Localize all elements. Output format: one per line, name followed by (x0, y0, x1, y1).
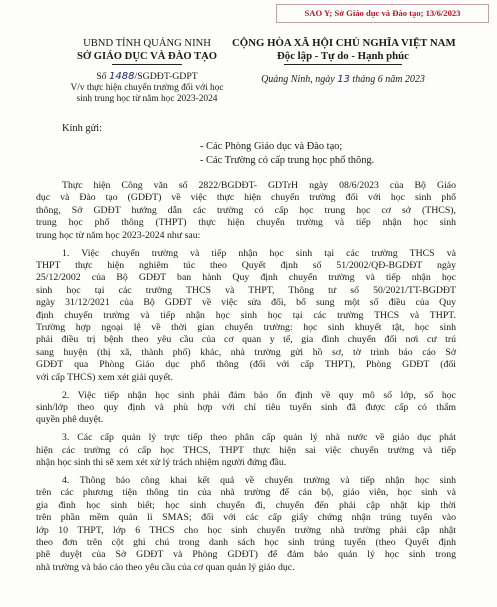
recipient-item: - Các Phòng Giáo dục và Đào tạo; (200, 141, 343, 152)
national-header (232, 37, 454, 86)
body-line: phải điều trị bệnh theo yêu cầu của cơ quan y tế, gia đình chuyển đổi nơi cư trú (36, 334, 456, 346)
date-suffix: tháng 6 năm 2023 (352, 74, 425, 85)
document-number (44, 71, 250, 83)
body-line: ngày 31/12/2021 của Bộ GDĐT về việc sửa đổi, bổ sung một số điều của Quy (36, 297, 456, 309)
body-line: 1. Việc chuyển trường và tiếp nhận học sinh tại các trường THCS và (62, 247, 456, 259)
recipient-list (200, 140, 374, 168)
body-line: GDĐT qua Phòng Giáo dục phổ thông (đối với cấp THPT), Phòng GDĐT (đối (36, 359, 456, 371)
salutation: Kính gửi: (62, 123, 102, 134)
body-line: trên các phương tiện thông tin của nhà trường để cán bộ, giáo viên, học sinh và (36, 487, 456, 499)
country-name: CỘNG HÒA XÃ HỘI CHỦ NGHĨA VIỆT NAM (232, 37, 456, 49)
issuer-block (44, 37, 250, 105)
body-paragraph (36, 475, 456, 574)
body-line: 3. Các cấp quản lý trực tiếp theo phân cấp quản lý nhà nước về giáo dục phát (62, 432, 456, 444)
document-body (36, 180, 456, 580)
body-line: phê duyệt của Sở GDĐT và Phòng GDĐT) để đảm bảo quản lý học sinh trong (36, 549, 456, 561)
body-line: sang huyện (thị xã, thành phố) khác, nhà trường gửi hồ sơ, tờ trình báo cáo Sở (36, 346, 456, 358)
body-line: sinh/lớp theo quy định và phù hợp với chỉ tiêu tuyển sinh đã được cấp có thẩm (36, 401, 456, 413)
body-line: nhận học sinh thì sẽ xem xét xử lý trách nhiệm người đứng đầu. (36, 457, 287, 469)
body-line: Trường hợp ngoại lệ về thời gian chuyển trường: học sinh khuyết tật, học sinh (36, 321, 456, 333)
body-line: trên phần mềm quản lí SMAS; đối với các cấp giấy chứng nhận trúng tuyển vào (36, 512, 456, 524)
date-prefix: Quảng Ninh, ngày (261, 74, 335, 85)
issuer-agency: UBND TỈNH QUẢNG NINH (83, 38, 211, 49)
document-number-prefix: Số (96, 71, 107, 82)
body-line: thông, Sở GDĐT hướng dẫn các trường có cấp học trung học cơ sở (THCS), (36, 204, 456, 216)
body-line: theo đơn trên cột ghi chú trong danh sách học sinh trúng tuyển (theo Quyết định (36, 536, 456, 548)
issuer-underline (112, 64, 182, 65)
document-number-suffix: /SGDĐT-GDPT (134, 71, 198, 82)
body-paragraph (36, 180, 456, 242)
body-line: THPT thực hiện nghiêm túc theo Quyết định số 51/2002/QĐ-BGDĐT ngày (36, 259, 456, 271)
recipient-item: - Các Trường có cấp trung học phổ thông. (200, 155, 375, 166)
body-line: Thực hiện Công văn số 2822/BGDĐT- GDTrH ngày 08/6/2023 của Bộ Giáo (62, 180, 456, 191)
body-line: nhà trường và báo cáo theo yêu cầu của cơ quan quản lý giáo dục. (36, 561, 295, 573)
document-number-handwritten: 1488 (109, 71, 135, 82)
subject-line-1: V/v thực hiện chuyển trường đối với học (70, 83, 224, 93)
subject-line-2: sinh trung học từ năm học 2023-2024 (76, 94, 218, 104)
body-line: quyền phê duyệt. (36, 414, 104, 426)
body-line: 2. Việc tiếp nhận học sinh phải đảm bảo ổn định về quy mô số lớp, số học (62, 389, 456, 401)
body-line: với cấp THCS) xem xét giải quyết. (36, 371, 173, 383)
body-line: sinh học tại các trường THCS và THPT, Thông tư số 50/2021/TT-BGDĐT (36, 284, 456, 296)
motto-underline (284, 64, 402, 65)
body-paragraph (36, 432, 456, 469)
body-line: gia đình học sinh biết; học sinh chuyển đi, chuyển đến phải cập nhật kịp thời (36, 499, 456, 511)
body-line: hiện các trường có cấp học THCS, THPT thực hiện sai việc chuyển trường và tiếp (36, 444, 456, 456)
body-line: định chuyển trường và tiếp nhận học sinh học tại các trường THCS và THPT. (36, 309, 456, 321)
body-paragraph (36, 248, 456, 384)
body-line: 4. Thông báo công khai kết quả về chuyển trường và tiếp nhận học sinh (62, 474, 456, 486)
place-date (232, 74, 454, 86)
body-line: dục và Đào tạo (GDĐT) về việc thực hiện chuyển trường đối với học sinh phổ (36, 192, 456, 204)
body-line: 25/12/2002 của Bộ GDĐT ban hành Quy định chuyển trường và tiếp nhận học (36, 272, 456, 284)
national-motto: Độc lập - Tự do - Hạnh phúc (277, 50, 409, 62)
date-day-handwritten: 13 (337, 74, 350, 85)
body-line: trung học phổ thông (THPT) thực hiện chuyển trường và tiếp nhận học sinh (36, 217, 456, 229)
body-line: lớp 10 THPT, lớp 6 THCS cho học sinh chuyển trường nhà trường phải cập nhật (36, 524, 456, 536)
body-line: trung học từ năm học 2023-2024 như sau: (36, 229, 201, 241)
body-paragraph (36, 390, 456, 427)
copy-stamp: SAO Y; Sở Giáo dục và Đào tạo; 13/6/2023 (276, 4, 489, 23)
issuer-department: SỞ GIÁO DỤC VÀ ĐÀO TẠO (77, 51, 217, 62)
